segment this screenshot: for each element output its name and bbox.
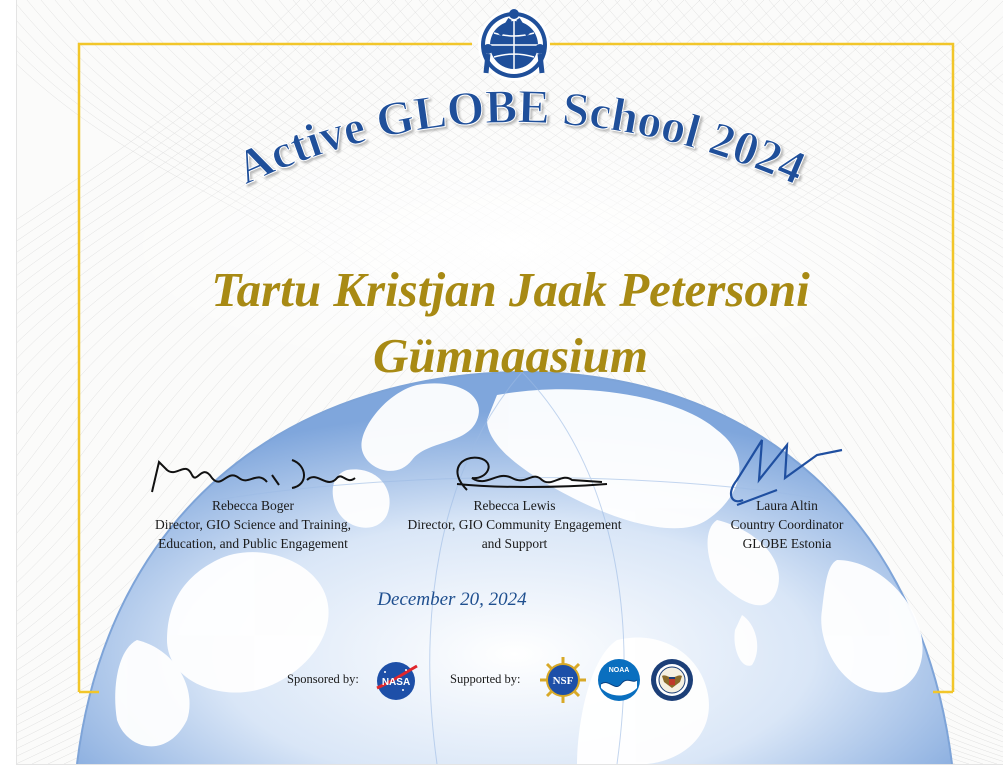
state-department-seal: [650, 658, 694, 702]
certificate-title: Active GLOBE School 2024: [228, 80, 813, 196]
noaa-logo-text: NOAA: [608, 667, 630, 674]
certificate-date: December 20, 2024: [377, 589, 527, 610]
recipient-name-line2: Gümnaasium: [372, 328, 649, 383]
signer-title: Country Coordinator: [730, 517, 844, 532]
signer-title: Education, and Public Engagement: [158, 536, 348, 551]
nsf-logo-text: NSF: [552, 675, 574, 687]
signature-block-altin: [707, 496, 867, 553]
nasa-logo-text: NASA: [381, 677, 411, 688]
signer-title: Director, GIO Community Engagement: [407, 517, 622, 532]
globe: [77, 372, 952, 764]
signer-title: GLOBE Estonia: [742, 536, 832, 551]
signer-name: Laura Altin: [756, 498, 818, 513]
signer-title: Director, GIO Science and Training,: [155, 517, 351, 532]
globe-program-logo: [478, 9, 550, 81]
signer-name: Rebecca Boger: [211, 498, 295, 513]
sponsored-by-label: Sponsored by:: [287, 672, 359, 686]
noaa-logo: [597, 658, 641, 702]
recipient-name-line1: Tartu Kristjan Jaak Petersoni: [211, 262, 810, 317]
nasa-logo: [373, 660, 419, 702]
signer-name: Rebecca Lewis: [473, 498, 556, 513]
nsf-logo: [539, 656, 587, 704]
signature-block-lewis: [392, 496, 637, 553]
signature-block-boger: [143, 496, 363, 553]
supported-by-label: Supported by:: [450, 672, 521, 686]
signer-title: and Support: [481, 536, 548, 551]
certificate: [16, 0, 1003, 765]
